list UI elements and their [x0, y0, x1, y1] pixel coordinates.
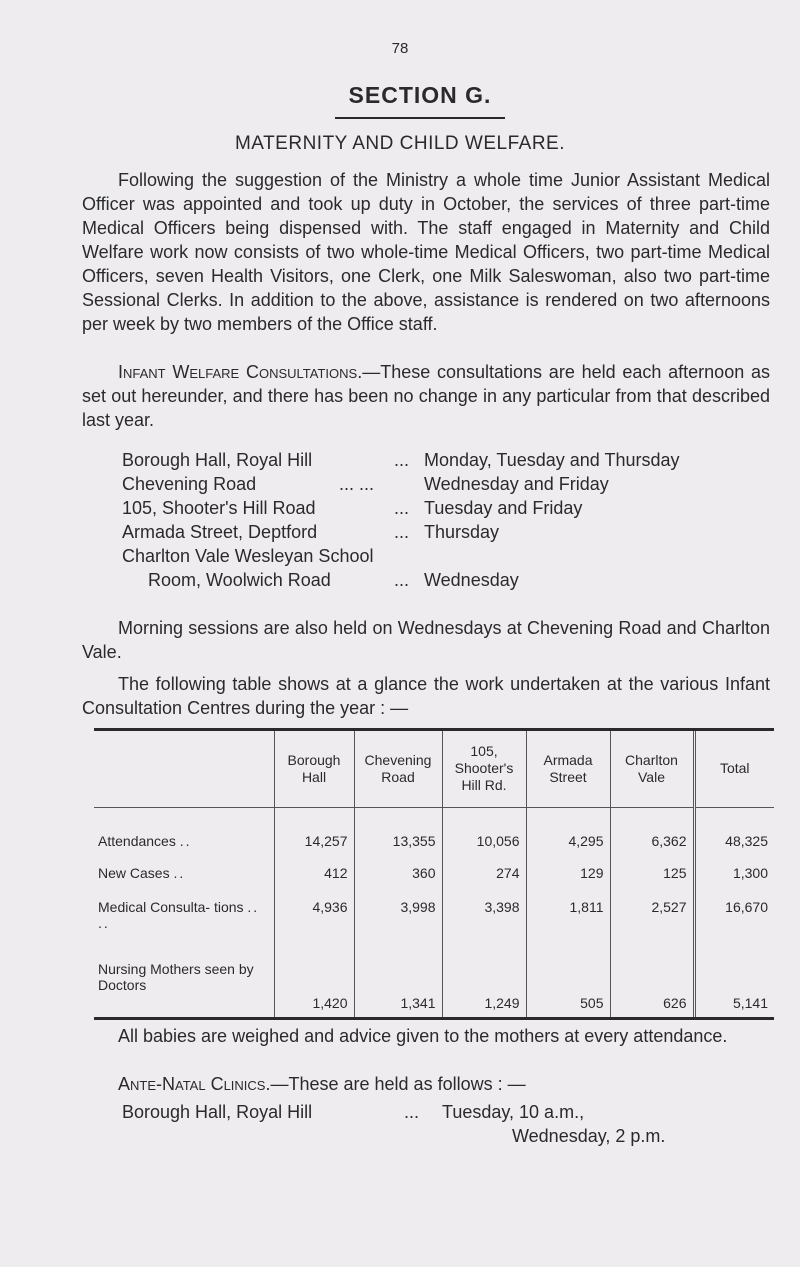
table-cell: 10,056 [442, 807, 526, 864]
row-label: Nursing Mothers seen by Doctors [98, 960, 254, 993]
schedule-dots: ... ... [339, 474, 375, 494]
schedule-place: Borough Hall, Royal Hill [122, 450, 313, 470]
table-cell: 13,355 [354, 807, 442, 864]
header-blank [94, 731, 274, 807]
schedule-days: Monday, Tuesday and Thursday [424, 450, 680, 470]
table-cell: 1,249 [442, 960, 526, 1017]
schedule-row [122, 520, 680, 544]
antenatal-time: Wednesday, 2 p.m. [512, 1126, 666, 1146]
schedule-dots: ... [394, 498, 410, 518]
schedule-days: Tuesday and Friday [424, 498, 583, 518]
table-row [94, 864, 774, 898]
schedule-place: Chevening Road [122, 474, 257, 494]
table-cell: 125 [610, 864, 694, 898]
antenatal-time: Tuesday, 10 a.m., [442, 1102, 585, 1122]
antenatal-text: —These are held as follows : — [270, 1074, 526, 1094]
schedule-dots: ... [394, 522, 410, 542]
antenatal-row [122, 1100, 665, 1124]
infant-welfare-paragraph [82, 360, 770, 432]
table-header-row [94, 731, 774, 807]
section-title: SECTION G. [348, 82, 492, 108]
schedule-place: Room, Woolwich Road [148, 570, 331, 590]
header-cell: Borough Hall [274, 731, 354, 807]
schedule-dots: ... [394, 570, 410, 590]
consultation-table [94, 731, 774, 1017]
header-cell: Charlton Vale [610, 731, 694, 807]
schedule-row [122, 448, 680, 472]
table-intro-paragraph: The following table shows at a glance the work undertaken at the various Infant Consultation Centres during the year : — [82, 674, 770, 718]
antenatal-schedule [122, 1100, 665, 1148]
consultation-schedule [122, 448, 680, 592]
table-cell: 1,300 [694, 864, 774, 898]
table-cell: 14,257 [274, 807, 354, 864]
babies-weighed-paragraph: All babies are weighed and advice given to the mothers at every attendance. [118, 1026, 728, 1046]
row-label: Attendances .. [98, 832, 192, 849]
header-cell: Chevening Road [354, 731, 442, 807]
schedule-row [122, 568, 680, 592]
schedule-place: Armada Street, Deptford [122, 522, 318, 542]
table-cell: 505 [526, 960, 610, 1017]
consultation-table-wrap [94, 728, 774, 1020]
table-cell: 16,670 [694, 898, 774, 960]
schedule-dots: ... [394, 450, 410, 470]
table-cell: 274 [442, 864, 526, 898]
table-cell: 1,811 [526, 898, 610, 960]
table-cell: 3,398 [442, 898, 526, 960]
table-cell: 3,998 [354, 898, 442, 960]
table-cell: 48,325 [694, 807, 774, 864]
schedule-place: Charlton Vale Wesleyan School [122, 546, 374, 566]
table-cell: 626 [610, 960, 694, 1017]
antenatal-dots: ... [404, 1102, 420, 1122]
header-cell: Total [694, 731, 774, 807]
section-subtitle: MATERNITY AND CHILD WELFARE. [234, 133, 565, 154]
table-cell: 5,141 [694, 960, 774, 1017]
header-cell: Armada Street [526, 731, 610, 807]
schedule-days: Thursday [424, 522, 500, 542]
table-row [94, 898, 774, 960]
schedule-row [122, 496, 680, 520]
table-bottom-rule [94, 1017, 774, 1020]
schedule-days: Wednesday [424, 570, 519, 590]
row-label: Medical Consulta- tions .. .. [98, 898, 260, 931]
schedule-row [122, 544, 680, 568]
antenatal-paragraph [82, 1072, 770, 1096]
antenatal-row [122, 1124, 665, 1148]
page-number: 78 [391, 40, 409, 57]
schedule-row [122, 472, 680, 496]
header-cell: 105, Shooter's Hill Rd. [442, 731, 526, 807]
table-cell: 4,936 [274, 898, 354, 960]
morning-sessions-paragraph: Morning sessions are also held on Wednesdays at Chevening Road and Charlton Vale. [82, 618, 770, 662]
table-cell: 129 [526, 864, 610, 898]
staffing-paragraph: Following the suggestion of the Ministry a whole time Junior Assistant Medical Officer was appointed and took up duty in October, the services of three part-time Medical Officers being dispensed with. The staff engaged in Maternity and Child Welfare work now consists of two whole-time Medical Officers, two part-time Medical Officers, seven Health Visitors, one Clerk, one Milk Saleswoman, also two part-time Sessional Clerks. In addition to the above, assistance is rendered on two afternoons per week by two members of the Office staff. [82, 170, 770, 334]
table-cell: 412 [274, 864, 354, 898]
antenatal-place: Borough Hall, Royal Hill [122, 1102, 313, 1122]
row-label: New Cases .. [98, 864, 186, 881]
table-cell: 1,341 [354, 960, 442, 1017]
table-cell: 360 [354, 864, 442, 898]
table-cell: 6,362 [610, 807, 694, 864]
title-underline [335, 117, 505, 119]
table-row [94, 807, 774, 864]
table-cell: 4,295 [526, 807, 610, 864]
table-row [94, 960, 774, 1017]
infant-welfare-text: —These consultations are held each afternoon as set out hereunder, and there has been no change in any particular from that described last year. [82, 362, 770, 430]
table-cell: 2,527 [610, 898, 694, 960]
table-cell: 1,420 [274, 960, 354, 1017]
schedule-place: 105, Shooter's Hill Road [122, 498, 316, 518]
antenatal-heading: Ante-Natal Clinics. [118, 1074, 271, 1094]
infant-welfare-heading: Infant Welfare Consultations. [118, 362, 363, 382]
schedule-days: Wednesday and Friday [424, 474, 609, 494]
